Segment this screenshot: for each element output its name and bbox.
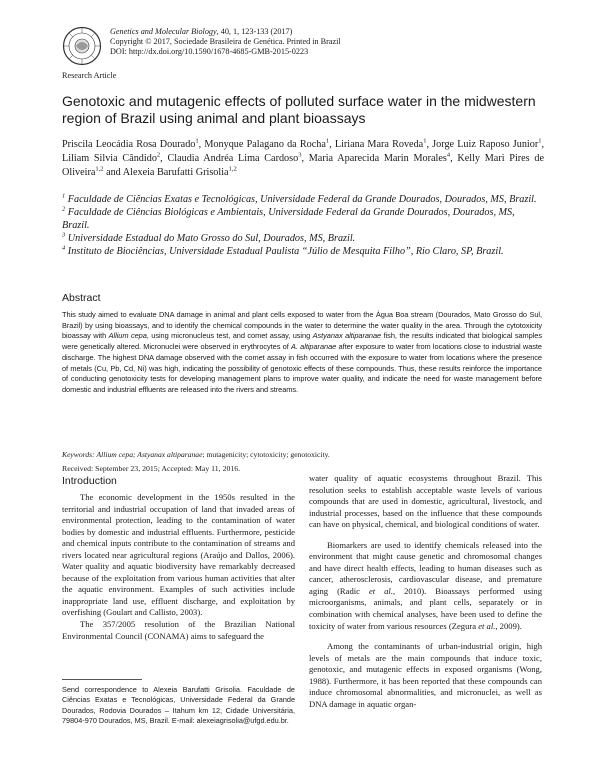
affiliation-number: 3 — [62, 231, 66, 239]
abstract-heading: Abstract — [62, 292, 101, 304]
affiliation-text: Faculdade de Ciências Exatas e Tecnológicas, Universidade Federal da Grande Dourados, Dourados, MS, Brazil. — [67, 194, 537, 205]
body-column-right — [309, 473, 542, 710]
journal-name: Genetics and Molecular Biology — [110, 27, 217, 36]
body-column-left — [62, 492, 295, 642]
journal-citation-line — [110, 27, 440, 37]
affiliation-item — [62, 206, 544, 232]
affiliation-number: 1 — [62, 192, 66, 200]
affiliation-item — [62, 232, 544, 245]
author-name: Liriana Mara Roveda — [334, 139, 424, 150]
received-dates: Received: September 23, 2015; Accepted: May 11, 2016. — [62, 464, 241, 473]
journal-header — [110, 27, 440, 58]
affiliation-number: 2 — [62, 205, 66, 213]
article-type: Research Article — [62, 71, 117, 80]
author-affiliation-mark: 2 — [156, 151, 161, 159]
author-affiliation-mark: 1 — [325, 137, 330, 145]
author-affiliation-mark: 3 — [298, 151, 302, 159]
keywords-rest: ; mutagenicity; cytotoxicity; genotoxicity. — [202, 450, 330, 459]
author-name: Monyque Palagano da Rocha — [204, 139, 326, 150]
author-affiliation-mark: 1,2 — [95, 165, 104, 173]
affiliation-text: Universidade Estadual do Mato Grosso do Sul, Dourados, MS, Brazil. — [67, 233, 356, 244]
author-affiliation-mark: 1,2 — [228, 165, 237, 173]
keywords-italic: Allium cepa; Astyanax altiparanae — [96, 450, 203, 459]
affiliation-text: Faculdade de Ciências Biológicas e Ambientais, Universidade Federal da Grande Dourados, Dourados, MS, Brazil. — [62, 207, 515, 231]
paragraph: Among the contaminants of urban-industrial origin, high levels of metals are the main compounds that induce toxic, genotoxic, and mutagenic effects in exposed organisms (Wong, 1988). Furthermore, it has been reported that these compounds can induce chromosomal abnormalities, and micronuclei, as well as DNA damage in aquatic organ- — [309, 641, 542, 709]
paragraph: The 357/2005 resolution of the Brazilian National Environmental Council (CONAMA) aims to safeguard the — [62, 619, 295, 641]
author-name: Claudia Andréa Lima Cardoso — [167, 153, 299, 164]
journal-citation: , 40, 1, 123-133 (2017) — [216, 27, 293, 36]
affiliation-list — [62, 193, 544, 258]
author-affiliation-mark: 1 — [538, 137, 542, 145]
author-affiliation-mark: 4 — [446, 151, 451, 159]
paragraph: The economic development in the 1950s resulted in the territorial and industrial occupation of land that invaded areas of environmental protection, leading to the contamination of water bodies by domestic and industrial effluents. Furthermore, pesticide and chemical inputs contribute to the contamination of streams and rivers located near agricultural regions (Araújo and Dallos, 2006). Water quality and aquatic biodiversity have remarkably decreased because of the exploitation from various human activities that alter the aquatic environment. Examples of such activities include inappropriate land use, effluent discharge, and exploitation by overfishing (Goulart and Callisto, 2003). — [62, 492, 295, 618]
correspondence-footnote: Send correspondence to Alexeia Barufatti Grisolia. Faculdade de Ciências Exatas e Tecnológicas, Universidade Federal da Grande Dourados, Rodovia Dourados – Itahum km 12, Cidade Universitária, 79804-970 Dourados, MS, Brazil. E-mail: alexeiagrisolia@ufgd.edu.br. — [62, 685, 295, 726]
author-name: Priscila Leocádia Rosa Dourado — [62, 139, 196, 150]
author-name: Alexeia Barufatti Grisolia — [122, 167, 229, 178]
keywords-label: Keywords: — [62, 450, 95, 459]
copyright-line: Copyright © 2017, Sociedade Brasileira de Genética. Printed in Brazil — [110, 37, 341, 47]
author-name: Liliam Silvia Cândido — [62, 153, 157, 164]
introduction-heading: Introduction — [62, 475, 117, 487]
author-name: Maria Aparecida Marin Morales — [308, 153, 447, 164]
paper-title: Genotoxic and mutagenic effects of polluted surface water in the midwestern region of Brazil using animal and plant bioassays — [62, 93, 536, 126]
affiliation-item — [62, 193, 544, 206]
author-list: Priscila Leocádia Rosa Dourado$^1$, Monyque Palagano da Rocha$^1$, Liriana Mara Roveda$^1$, Jorge Luiz Raposo Junior$^1$, Liliam Silvia Cândido$^2$, Claudia Andréa Lima Cardoso$^3$, Maria Aparecida Marin Morales$^4$, Kelly Mari Pires de Oliveira$^{1,2}$ and Alexeia Barufatti Grisolia$^{1,2}$ — [62, 137, 545, 178]
affiliation-item — [62, 245, 544, 258]
paragraph: water quality of aquatic ecosystems throughout Brazil. This resolution seeks to establish acceptable waste levels of various compounds that are used in domestic, agricultural, livestock, and industrial processes, based on the influence that these compounds can have on physical, chemical, and biological conditions of water. — [309, 473, 542, 530]
author-name: Jorge Luiz Raposo Junior — [432, 139, 539, 150]
author-affiliation-mark: 1 — [423, 137, 427, 145]
journal-seal-logo — [62, 26, 102, 66]
doi-line[interactable]: DOI: http://dx.doi.org/10.1590/1678-4685-GMB-2015-0223 — [110, 47, 309, 57]
author-affiliation-mark: 1 — [195, 137, 199, 145]
paragraph: Biomarkers are used to identify chemicals released into the environment that might cause genetic and chromosomal changes and have direct health effects, leading to human diseases such as cancer, atherosclerosis, cardiovascular disease, and premature aging (Radic et al., 2010). Bioassays performed using microorganisms, animals, and plant cells, separately or in combination with chemical analyses, have been used to define the toxicity of water from various resources (Zegura et al., 2009). — [309, 539, 542, 631]
abstract-text: This study aimed to evaluate DNA damage in animal and plant cells exposed to water from the Água Boa stream (Dourados, Mato Grosso do Sul, Brazil) by using bioassays, and to identify the chemical compounds in the water to determine the water quality in the area. Through the cytotoxicity bioassay with Allium cepa, using micronucleus test, and comet assay, using Astyanax altiparanae fish, the results indicated that biological samples were genetically altered. Micronuclei were observed in erythrocytes of A. altiparanae after exposure to water from locations close to industrial waste discharge. The highest DNA damage observed with the comet assay in fish occurred with the exposure to water from locations where the presence of metals (Cu, Pb, Cd, Ni) was high, indicating the possibility of genotoxic effects of these compounds. Thus, these results reinforce the importance of conducting genotoxicity tests for developing management plans to improve water quality, and indicate the need for waste management before domestic and industrial effluents are released into the rivers and streams. — [62, 310, 542, 394]
author-name: Kelly Mari Pires de Oliveira — [62, 153, 544, 178]
keywords — [62, 450, 542, 459]
affiliation-text: Instituto de Biociências, Universidade Estadual Paulista “Júlio de Mesquita Filho”, Rio Claro, SP, Brazil. — [67, 246, 504, 257]
affiliation-number: 4 — [62, 244, 66, 252]
footnote-rule — [62, 679, 142, 680]
